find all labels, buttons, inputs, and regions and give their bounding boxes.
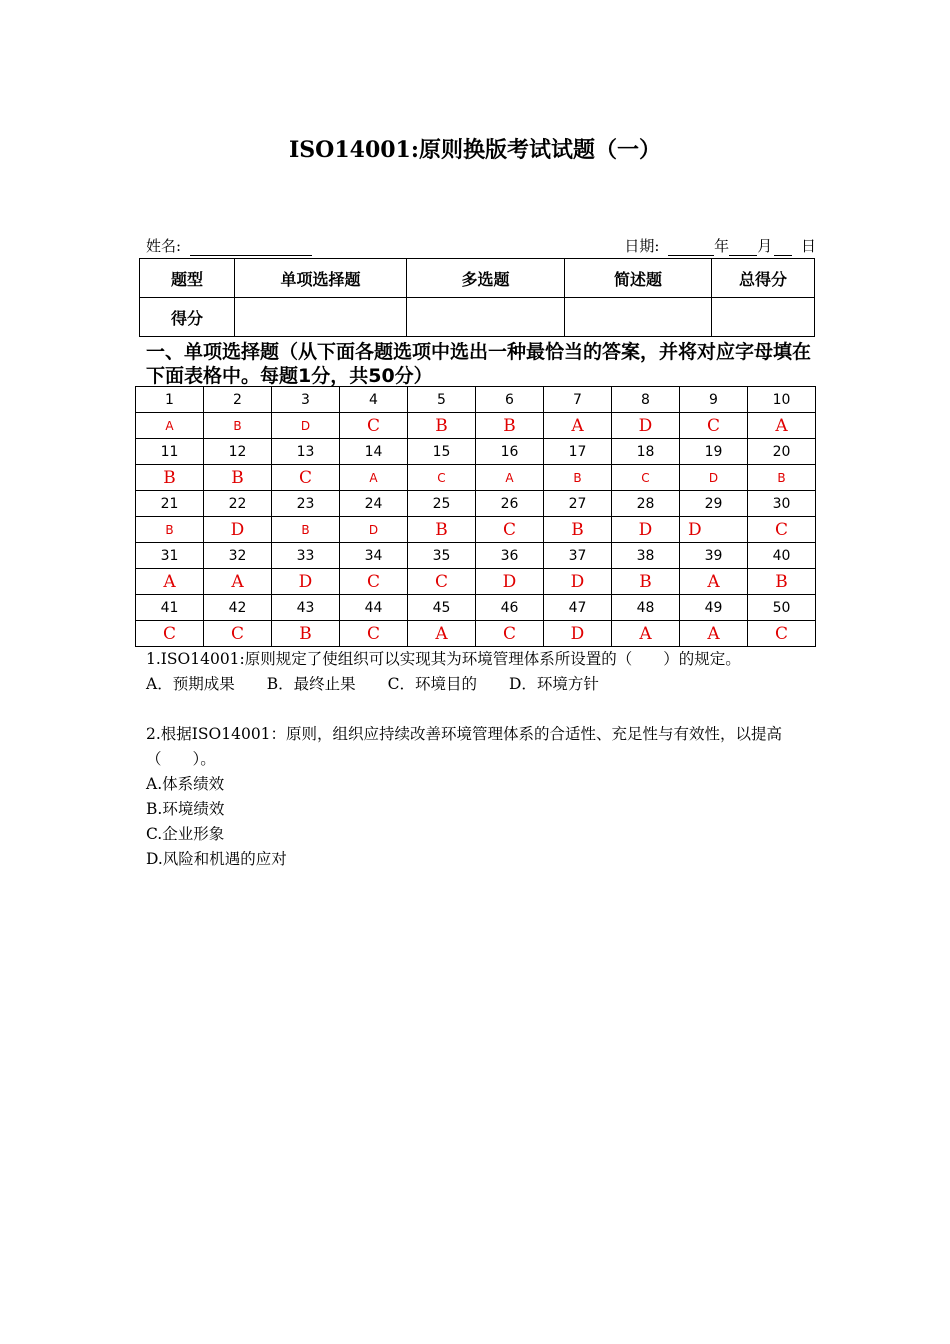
- question-number-cell: 4: [340, 387, 408, 413]
- score-header-cell: 总得分: [712, 259, 815, 298]
- answer-letter-row: [136, 465, 816, 491]
- answer-cell[interactable]: D: [544, 569, 612, 595]
- option-d: D.风险和机遇的应对: [146, 850, 287, 868]
- answer-cell[interactable]: A: [136, 413, 204, 439]
- answer-cell[interactable]: C: [476, 517, 544, 543]
- question-number-cell: 18: [612, 439, 680, 465]
- answer-cell[interactable]: A: [408, 621, 476, 647]
- answer-number-row: [136, 387, 816, 413]
- question-number-cell: 26: [476, 491, 544, 517]
- name-label: 姓名:: [146, 237, 182, 255]
- answer-letter-row: [136, 621, 816, 647]
- answer-cell[interactable]: B: [272, 517, 340, 543]
- answer-cell[interactable]: B: [204, 413, 272, 439]
- answer-cell[interactable]: D: [612, 517, 680, 543]
- page-title: ISO14001:原则换版考试试题（一）: [288, 137, 661, 163]
- question-number-cell: 23: [272, 491, 340, 517]
- question-number-cell: 9: [680, 387, 748, 413]
- day-blank[interactable]: [774, 240, 792, 256]
- question-number-cell: 13: [272, 439, 340, 465]
- question-number-cell: 19: [680, 439, 748, 465]
- answer-cell[interactable]: A: [340, 465, 408, 491]
- answer-cell[interactable]: B: [544, 517, 612, 543]
- answer-letter-row: [136, 517, 816, 543]
- question-number-cell: 22: [204, 491, 272, 517]
- answer-cell[interactable]: D: [544, 621, 612, 647]
- day-label: 日: [800, 237, 816, 255]
- answer-letter-row: [136, 569, 816, 595]
- answer-cell[interactable]: A: [136, 569, 204, 595]
- option-c: C．环境目的: [387, 675, 477, 693]
- question-number-cell: 34: [340, 543, 408, 569]
- name-blank[interactable]: [190, 240, 312, 256]
- question-number-cell: 8: [612, 387, 680, 413]
- answer-cell[interactable]: A: [612, 621, 680, 647]
- question-number-cell: 38: [612, 543, 680, 569]
- answer-cell[interactable]: B: [748, 465, 816, 491]
- question-number-cell: 10: [748, 387, 816, 413]
- question-number-cell: 47: [544, 595, 612, 621]
- answer-number-row: [136, 595, 816, 621]
- answer-cell[interactable]: C: [408, 465, 476, 491]
- question-number-cell: 27: [544, 491, 612, 517]
- answer-number-row: [136, 439, 816, 465]
- question-number-cell: 49: [680, 595, 748, 621]
- question-number-cell: 11: [136, 439, 204, 465]
- option-a: A．预期成果: [146, 675, 235, 693]
- answer-cell[interactable]: D: [680, 465, 748, 491]
- answer-cell[interactable]: B: [408, 413, 476, 439]
- answer-cell[interactable]: A: [476, 465, 544, 491]
- answer-cell[interactable]: C: [476, 621, 544, 647]
- question-number-cell: 36: [476, 543, 544, 569]
- answer-cell[interactable]: B: [476, 413, 544, 439]
- question-number-cell: 15: [408, 439, 476, 465]
- year-label: 年: [714, 237, 730, 255]
- answer-table: [135, 386, 816, 647]
- question-number-cell: 48: [612, 595, 680, 621]
- score-cell-total[interactable]: [712, 298, 815, 337]
- answer-cell[interactable]: B: [408, 517, 476, 543]
- answer-cell[interactable]: A: [204, 569, 272, 595]
- question-number-cell: 44: [340, 595, 408, 621]
- answer-letter-row: [136, 413, 816, 439]
- answer-cell[interactable]: C: [340, 413, 408, 439]
- question-number-cell: 1: [136, 387, 204, 413]
- question-number-cell: 21: [136, 491, 204, 517]
- answer-cell[interactable]: B: [748, 569, 816, 595]
- question-number-cell: 3: [272, 387, 340, 413]
- answer-cell[interactable]: C: [340, 621, 408, 647]
- date-field: [624, 235, 816, 256]
- answer-cell[interactable]: A: [544, 413, 612, 439]
- month-label: 月: [757, 237, 773, 255]
- answer-cell[interactable]: B: [136, 517, 204, 543]
- answer-cell[interactable]: B: [136, 465, 204, 491]
- answer-cell[interactable]: A: [680, 621, 748, 647]
- question-number-cell: 35: [408, 543, 476, 569]
- answer-number-row: [136, 543, 816, 569]
- score-cell-short[interactable]: [565, 298, 712, 337]
- question-number-cell: 14: [340, 439, 408, 465]
- option-d: D．环境方针: [508, 675, 599, 693]
- question-number-cell: 41: [136, 595, 204, 621]
- question-number-cell: 17: [544, 439, 612, 465]
- answer-cell[interactable]: C: [340, 569, 408, 595]
- question-number-cell: 25: [408, 491, 476, 517]
- option-c: C.企业形象: [146, 825, 225, 843]
- answer-cell[interactable]: C: [680, 413, 748, 439]
- score-table: [139, 258, 815, 337]
- answer-cell[interactable]: A: [680, 569, 748, 595]
- name-field: [146, 235, 312, 256]
- answer-cell[interactable]: D: [204, 517, 272, 543]
- answer-cell[interactable]: D: [612, 413, 680, 439]
- answer-cell[interactable]: C: [136, 621, 204, 647]
- question-number-cell: 29: [680, 491, 748, 517]
- question-number-cell: 45: [408, 595, 476, 621]
- score-cell-multi[interactable]: [407, 298, 565, 337]
- score-row-label: 得分: [140, 298, 235, 337]
- question-number-cell: 28: [612, 491, 680, 517]
- answer-cell[interactable]: C: [408, 569, 476, 595]
- answer-cell[interactable]: D: [680, 517, 748, 543]
- option-b: B.环境绩效: [146, 800, 225, 818]
- answer-number-row: [136, 491, 816, 517]
- score-header-cell: 题型: [140, 259, 235, 298]
- question-number-cell: 12: [204, 439, 272, 465]
- month-blank[interactable]: [729, 240, 757, 256]
- score-cell-single[interactable]: [235, 298, 407, 337]
- question-number-cell: 39: [680, 543, 748, 569]
- question-number-cell: 24: [340, 491, 408, 517]
- answer-cell[interactable]: C: [612, 465, 680, 491]
- question-2-stem: 2.根据ISO14001：原则，组织应持续改善环境管理体系的合适性、充足性与有效性，以提高（ ）。: [146, 725, 783, 768]
- score-header-cell: 单项选择题: [235, 259, 407, 298]
- score-header-row: [140, 259, 815, 298]
- answer-cell[interactable]: D: [272, 569, 340, 595]
- option-a: A.体系绩效: [146, 775, 225, 793]
- question-1-options: [146, 672, 816, 697]
- question-number-cell: 40: [748, 543, 816, 569]
- answer-cell[interactable]: C: [272, 465, 340, 491]
- answer-cell[interactable]: B: [204, 465, 272, 491]
- answer-cell[interactable]: D: [340, 517, 408, 543]
- score-header-cell: 简述题: [565, 259, 712, 298]
- answer-cell[interactable]: B: [544, 465, 612, 491]
- section-heading: 一、单项选择题（从下面各题选项中选出一种最恰当的答案，并将对应字母填在下面表格中。每题1分，共50分）: [146, 341, 812, 387]
- question-number-cell: 16: [476, 439, 544, 465]
- question-number-cell: 43: [272, 595, 340, 621]
- question-number-cell: 31: [136, 543, 204, 569]
- answer-cell[interactable]: C: [748, 517, 816, 543]
- question-number-cell: 6: [476, 387, 544, 413]
- question-number-cell: 7: [544, 387, 612, 413]
- question-number-cell: 2: [204, 387, 272, 413]
- question-1-stem: 1.ISO14001:原则规定了使组织可以实现其为环境管理体系所设置的（ ）的规定。: [146, 650, 741, 668]
- answer-cell[interactable]: C: [748, 621, 816, 647]
- answer-cell[interactable]: D: [272, 413, 340, 439]
- option-b: B．最终止果: [266, 675, 356, 693]
- score-header-cell: 多选题: [407, 259, 565, 298]
- score-row: [140, 298, 815, 337]
- answer-cell[interactable]: D: [476, 569, 544, 595]
- question-number-cell: 30: [748, 491, 816, 517]
- answer-cell[interactable]: A: [748, 413, 816, 439]
- question-number-cell: 5: [408, 387, 476, 413]
- question-number-cell: 37: [544, 543, 612, 569]
- answer-cell[interactable]: C: [204, 621, 272, 647]
- questions: [146, 647, 816, 872]
- question-number-cell: 42: [204, 595, 272, 621]
- answer-cell[interactable]: B: [272, 621, 340, 647]
- header-info: [146, 235, 816, 257]
- question-number-cell: 46: [476, 595, 544, 621]
- question-number-cell: 20: [748, 439, 816, 465]
- date-label: 日期:: [624, 237, 660, 255]
- question-number-cell: 33: [272, 543, 340, 569]
- year-blank[interactable]: [668, 240, 714, 256]
- question-number-cell: 50: [748, 595, 816, 621]
- question-number-cell: 32: [204, 543, 272, 569]
- answer-cell[interactable]: B: [612, 569, 680, 595]
